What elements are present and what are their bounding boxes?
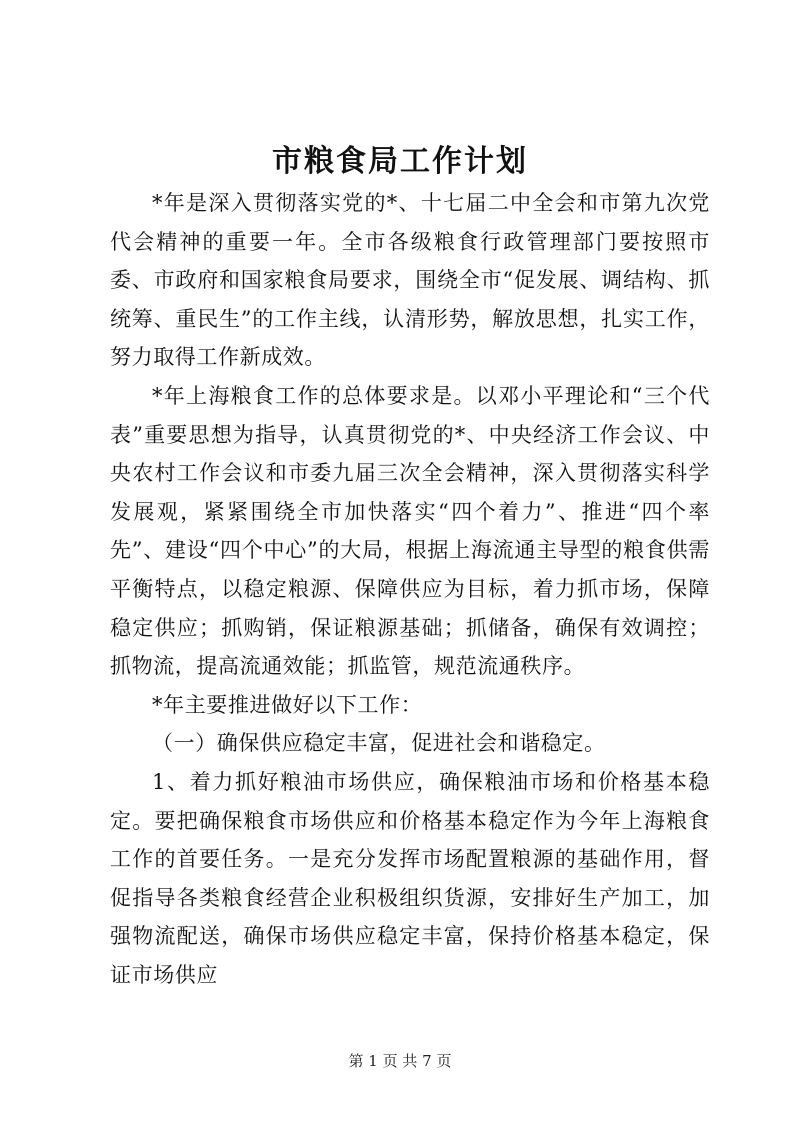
document-body <box>110 184 710 994</box>
paragraph-1: *年是深入贯彻落实党的*、十七届二中全会和市第九次党代会精神的重要一年。全市各级粮食行政管理部门要按照市委、市政府和国家粮食局要求，围绕全市“促发展、调结构、抓统筹、重民生”的工作主线，认清形势，解放思想，扎实工作，努力取得工作新成效。 <box>110 191 710 370</box>
paragraph-3: *年主要推进做好以下工作： <box>152 692 423 717</box>
paragraph-2: *年上海粮食工作的总体要求是。以邓小平理论和“三个代表”重要思想为指导，认真贯彻党的*、中央经济工作会议、中央农村工作会议和市委九届三次全会精神，深入贯彻落实科学发展观，紧紧围绕全市加快落实“四个着力”、推进“四个率先”、建设“四个中心”的大局，根据上海流通主导型的粮食供需平衡特点，以稳定粮源、保障供应为目标，着力抓市场，保障稳定供应；抓购销，保证粮源基础；抓储备，确保有效调控；抓物流，提高流通效能；抓监管，规范流通秩序。 <box>110 383 710 679</box>
paragraph-4: 1、着力抓好粮油市场供应，确保粮油市场和价格基本稳定。要把确保粮食市场供应和价格基本稳定作为今年上海粮食工作的首要任务。一是充分发挥市场配置粮源的基础作用，督促指导各类粮食经营企业积极组织货源，安排好生产加工，加强物流配送，确保市场供应稳定丰富，保持价格基本稳定，保证市场供应 <box>110 769 710 987</box>
page-title: 市粮食局工作计划 <box>272 144 528 179</box>
page-number: 第 1 页 共 7 页 <box>348 1052 452 1070</box>
section-heading-1: （一）确保供应稳定丰富，促进社会和谐稳定。 <box>152 731 606 756</box>
